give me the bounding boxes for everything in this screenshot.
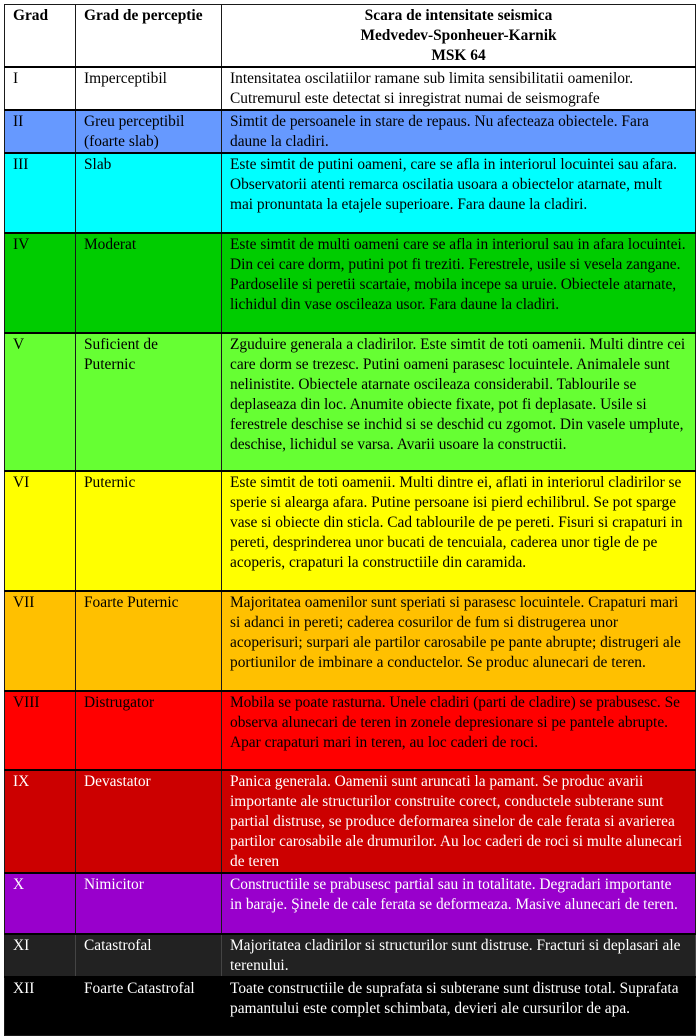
description-cell: Este simtit de multi oameni care se afla in interiorul sau in afara locuintei. Din cei care dorm, putini pot fi treziti. Ferestrele, usile si vesela zangane. Pardoselile si peretii scartaie, mobila incepe sa uruie. Obiectele atarnate, lichidul din vase oscileaza usor. Fara daune la cladiri.	[222, 233, 696, 333]
scale-title-line-2: Medvedev-Sponheuer-Karnik	[360, 27, 557, 44]
table-row	[5, 934, 696, 977]
grade-cell: XI	[5, 934, 76, 977]
table-row	[5, 153, 696, 233]
table-row	[5, 110, 696, 153]
grade-cell: IX	[5, 770, 76, 873]
perception-cell: Distrugator	[76, 691, 222, 770]
description-cell: Simtit de persoanele in stare de repaus. Nu afecteaza obiectele. Fara daune la cladiri.	[222, 110, 696, 153]
perception-cell: Slab	[76, 153, 222, 233]
table-row	[5, 770, 696, 873]
grade-cell: XII	[5, 977, 76, 1035]
grade-cell: III	[5, 153, 76, 233]
scale-title-line-3: MSK 64	[431, 47, 486, 64]
perception-cell: Greu perceptibil (foarte slab)	[76, 110, 222, 153]
scale-title-line-1: Scara de intensitate seismica	[364, 7, 553, 24]
description-cell: Constructiile se prabusesc partial sau in totalitate. Degradari importante in baraje. Şinele de cale ferata se deformeaza. Masive alunecari de teren.	[222, 873, 696, 934]
perception-cell: Foarte Catastrofal	[76, 977, 222, 1035]
perception-cell: Foarte Puternic	[76, 591, 222, 691]
header-grade: Grad	[5, 5, 76, 68]
header-scale-title	[222, 5, 696, 68]
perception-cell: Catastrofal	[76, 934, 222, 977]
grade-cell: VI	[5, 471, 76, 591]
description-cell: Este simtit de putini oameni, care se afla in interiorul locuintei sau afara. Observatorii atenti remarca oscilatia usoara a obiectelor atarnate, mult mai pronuntata la etajele superioare. Fara daune la cladiri.	[222, 153, 696, 233]
table-header-row	[5, 5, 696, 68]
description-cell: Majoritatea oamenilor sunt speriati si parasesc locuintele. Crapaturi mari si adanci in pereti; caderea cosurilor de fum si distrugerea unor acoperisuri; surpari ale partilor carosabile pe pante abrupte; distrugeri ale portiunilor de imbinare a conductelor. Se produc alunecari de teren.	[222, 591, 696, 691]
grade-cell: X	[5, 873, 76, 934]
grade-cell: II	[5, 110, 76, 153]
description-cell: Toate constructiile de suprafata si subterane sunt distruse total. Suprafata pamantului este complet schimbata, devieri ale cursurilor de apa.	[222, 977, 696, 1035]
description-cell: Este simtit de toti oamenii. Multi dintre ei, aflati in interiorul cladirilor se sperie si alearga afara. Putine persoane isi pierd echilibrul. Se pot sparge vase si obiecte din sticla. Cad tablourile de pe pereti. Fisuri si crapaturi in pereti, desprinderea unor bucati de tencuiala, caderea unor tigle de pe acoperis, crapaturi la constructiile din caramida.	[222, 471, 696, 591]
table-row	[5, 333, 696, 471]
table-row	[5, 591, 696, 691]
header-perception: Grad de perceptie	[76, 5, 222, 68]
perception-cell: Moderat	[76, 233, 222, 333]
perception-cell: Suficient de Puternic	[76, 333, 222, 471]
table-row	[5, 873, 696, 934]
grade-cell: V	[5, 333, 76, 471]
table-row	[5, 67, 696, 110]
table-row	[5, 233, 696, 333]
grade-cell: IV	[5, 233, 76, 333]
msk64-intensity-table	[4, 4, 696, 1036]
description-cell: Intensitatea oscilatiilor ramane sub limita sensibilitatii oamenilor. Cutremurul este detectat si inregistrat numai de seismografe	[222, 67, 696, 110]
table-row	[5, 471, 696, 591]
description-cell: Panica generala. Oamenii sunt aruncati la pamant. Se produc avarii importante ale structurilor construite corect, conductele subterane sunt partial distruse, se produce deformarea sinelor de cale ferata si avarierea partilor carosabile ale drumurilor. Au loc caderi de roci si multe alunecari de teren	[222, 770, 696, 873]
grade-cell: I	[5, 67, 76, 110]
table-row	[5, 691, 696, 770]
description-cell: Zguduire generala a cladirilor. Este simtit de toti oamenii. Multi dintre cei care dorm se trezesc. Putini oameni parasesc locuintele. Animalele sunt nelinistite. Obiectele atarnate oscileaza considerabil. Tablourile se deplaseaza din loc. Anumite obiecte fixate, pot fi deplasate. Usile si ferestrele deschise se inchid si se deschid cu zgomot. Din vasele umplute, deschise, lichidul se varsa. Avarii usoare la constructii.	[222, 333, 696, 471]
perception-cell: Devastator	[76, 770, 222, 873]
perception-cell: Nimicitor	[76, 873, 222, 934]
description-cell: Majoritatea cladirilor si structurilor sunt distruse. Fracturi si deplasari ale terenului.	[222, 934, 696, 977]
grade-cell: VII	[5, 591, 76, 691]
perception-cell: Imperceptibil	[76, 67, 222, 110]
perception-cell: Puternic	[76, 471, 222, 591]
grade-cell: VIII	[5, 691, 76, 770]
description-cell: Mobila se poate rasturna. Unele cladiri (parti de cladire) se prabusesc. Se observa alunecari de teren in zonele depresionare si pe pantele abrupte. Apar crapaturi mari in teren, au loc caderi de roci.	[222, 691, 696, 770]
table-row	[5, 977, 696, 1035]
